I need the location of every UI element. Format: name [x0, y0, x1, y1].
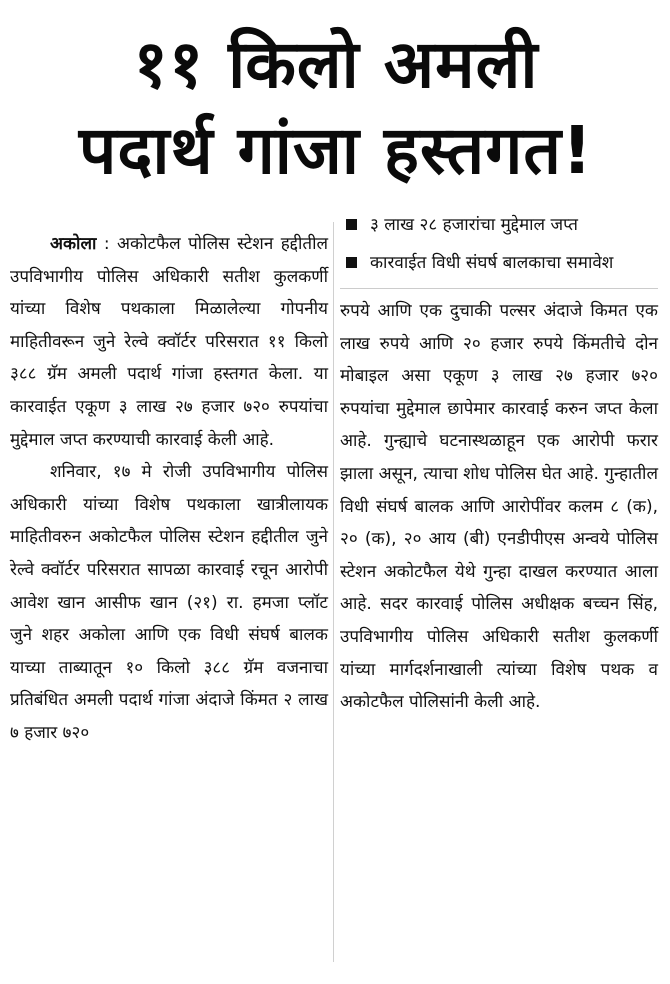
- column-divider: [333, 222, 334, 962]
- highlight-text: कारवाईत विधी संघर्ष बालकाचा समावेश: [370, 253, 614, 273]
- highlights-divider: [340, 288, 658, 289]
- article-paragraph-1: अकोला : अकोटफैल पोलिस स्टेशन हद्दीतील उपविभागीय पोलिस अधिकारी सतीश कुलकर्णी यांच्या विशेष पथकाला मिळालेल्या गोपनीय माहितीवरून जुने रेल्वे क्वॉर्टर परिसरात ११ किलो ३८८ ग्रॅम अमली पदार्थ गांजा हस्तगत केला. या कारवाईत एकूण ३ लाख २७ हजार ७२० रुपयांचा मुद्देमाल जप्त करण्याची कारवाई केली आहे.: [10, 234, 328, 450]
- article-paragraph-2: शनिवार, १७ मे रोजी उपविभागीय पोलिस अधिकारी यांच्या विशेष पथकाला खात्रीलायक माहितीवरुन अकोटफैल पोलिस स्टेशन हद्दीतील जुने रेल्वे क्वॉर्टर परिसरात सापळा कारवाई रचून आरोपी आवेश खान आसीफ खान (२१) रा. हमजा प्लॉट जुने शहर अकोला आणि एक विधी संघर्ष बालक याच्या ताब्यातून १० किलो ३८८ ग्रॅम वजनाचा प्रतिबंधित अमली पदार्थ गांजा अंदाजे किंमत २ लाख ७ हजार ७२०: [10, 462, 328, 743]
- headline: [18, 22, 654, 194]
- highlights-list: [340, 212, 658, 276]
- article-column-left: [10, 228, 328, 750]
- dateline: अकोला: [50, 234, 97, 254]
- article-paragraph-3: रुपये आणि एक दुचाकी पल्सर अंदाजे किमत एक लाख रुपये आणि २० हजार रुपये किंमतीचे दोन मोबाइल असा एकूण ३ लाख २७ हजार ७२० रुपयांचा मुद्देमाल छापेमार कारवाई करुन जप्त केला आहे. गुन्ह्याचे घटनास्थळाहून एक आरोपी फरार झाला असून, त्याचा शोध पोलिस घेत आहे. गुन्हातील विधी संघर्ष बालक आणि आरोपींवर कलम ८ (क), २० (क), २० आय (बी) एनडीपीएस अन्वये पोलिस स्टेशन अकोटफैल येथे गुन्हा दाखल करण्यात आला आहे. सदर कारवाई पोलिस अधीक्षक बच्चन सिंह, उपविभागीय पोलिस अधिकारी सतीश कुलकर्णी यांच्या मार्गदर्शनाखाली त्यांच्या विशेष पथक व अकोटफैल पोलिसांनी केली आहे.: [340, 301, 658, 713]
- bullet-square-icon: [346, 257, 357, 268]
- highlight-text: ३ लाख २८ हजारांचा मुद्देमाल जप्त: [370, 215, 579, 235]
- headline-line-2: पदार्थ गांजा हस्तगत!: [78, 112, 594, 189]
- highlight-item: [340, 212, 658, 238]
- headline-line-1: ११ किलो अमली: [133, 26, 539, 103]
- bullet-square-icon: [346, 219, 357, 230]
- article-column-right: [340, 212, 658, 719]
- highlight-item: [340, 250, 658, 276]
- article-paragraph-1-text: अकोटफैल पोलिस स्टेशन हद्दीतील उपविभागीय पोलिस अधिकारी सतीश कुलकर्णी यांच्या विशेष पथकाला मिळालेल्या गोपनीय माहितीवरून जुने रेल्वे क्वॉर्टर परिसरात ११ किलो ३८८ ग्रॅम अमली पदार्थ गांजा हस्तगत केला. या कारवाईत एकूण ३ लाख २७ हजार ७२० रुपयांचा मुद्देमाल जप्त करण्याची कारवाई केली आहे.: [10, 234, 328, 450]
